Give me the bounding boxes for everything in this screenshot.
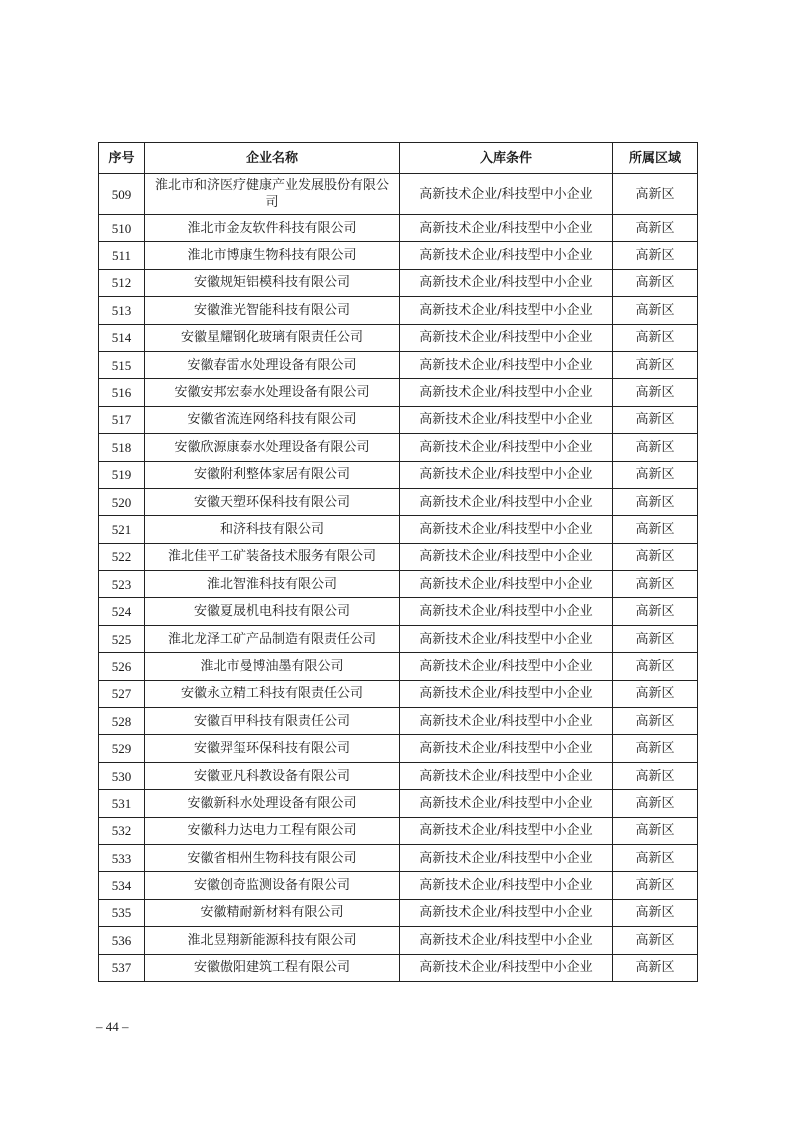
table-row [99,543,698,570]
cell-region: 高新区 [613,269,698,296]
cell-region: 高新区 [613,434,698,461]
cell-region: 高新区 [613,461,698,488]
cell-name: 安徽傲阳建筑工程有限公司 [145,954,400,981]
cell-region: 高新区 [613,543,698,570]
cell-index: 522 [99,543,145,570]
cell-condition: 高新技术企业/科技型中小企业 [400,406,613,433]
cell-region: 高新区 [613,516,698,543]
cell-name: 安徽星耀钢化玻璃有限责任公司 [145,324,400,351]
cell-condition: 高新技术企业/科技型中小企业 [400,899,613,926]
cell-index: 526 [99,653,145,680]
cell-index: 528 [99,708,145,735]
cell-name: 安徽新科水处理设备有限公司 [145,790,400,817]
cell-index: 532 [99,817,145,844]
table-row [99,844,698,871]
cell-region: 高新区 [613,379,698,406]
cell-region: 高新区 [613,708,698,735]
table-row [99,379,698,406]
cell-index: 535 [99,899,145,926]
cell-region: 高新区 [613,735,698,762]
cell-name: 安徽夏晟机电科技有限公司 [145,598,400,625]
cell-index: 520 [99,488,145,515]
cell-condition: 高新技术企业/科技型中小企业 [400,297,613,324]
cell-condition: 高新技术企业/科技型中小企业 [400,351,613,378]
table-row [99,899,698,926]
cell-condition: 高新技术企业/科技型中小企业 [400,488,613,515]
cell-name: 安徽创奇监测设备有限公司 [145,872,400,899]
cell-condition: 高新技术企业/科技型中小企业 [400,543,613,570]
table-row [99,434,698,461]
cell-name: 淮北龙泽工矿产品制造有限责任公司 [145,625,400,652]
table-row [99,406,698,433]
cell-name: 和济科技有限公司 [145,516,400,543]
cell-region: 高新区 [613,351,698,378]
cell-region: 高新区 [613,653,698,680]
table-row [99,571,698,598]
table-row [99,927,698,954]
cell-region: 高新区 [613,872,698,899]
cell-index: 517 [99,406,145,433]
enterprise-table [98,142,698,982]
cell-name: 安徽安邦宏泰水处理设备有限公司 [145,379,400,406]
cell-condition: 高新技术企业/科技型中小企业 [400,516,613,543]
cell-region: 高新区 [613,488,698,515]
cell-condition: 高新技术企业/科技型中小企业 [400,817,613,844]
cell-index: 516 [99,379,145,406]
cell-index: 510 [99,215,145,242]
cell-region: 高新区 [613,297,698,324]
table-row [99,598,698,625]
cell-index: 529 [99,735,145,762]
header-name: 企业名称 [145,143,400,174]
cell-index: 525 [99,625,145,652]
cell-name: 淮北市博康生物科技有限公司 [145,242,400,269]
cell-name: 安徽附利整体家居有限公司 [145,461,400,488]
table-row [99,324,698,351]
table-row [99,708,698,735]
table-row [99,242,698,269]
cell-region: 高新区 [613,790,698,817]
cell-condition: 高新技术企业/科技型中小企业 [400,762,613,789]
table-row [99,516,698,543]
header-row [99,143,698,174]
header-region: 所属区域 [613,143,698,174]
cell-index: 509 [99,174,145,215]
cell-condition: 高新技术企业/科技型中小企业 [400,790,613,817]
table-row [99,762,698,789]
cell-index: 524 [99,598,145,625]
cell-region: 高新区 [613,625,698,652]
cell-condition: 高新技术企业/科技型中小企业 [400,735,613,762]
cell-condition: 高新技术企业/科技型中小企业 [400,680,613,707]
table-row [99,351,698,378]
header-index: 序号 [99,143,145,174]
cell-index: 511 [99,242,145,269]
cell-index: 515 [99,351,145,378]
table-row [99,680,698,707]
cell-condition: 高新技术企业/科技型中小企业 [400,461,613,488]
cell-name: 安徽省相州生物科技有限公司 [145,844,400,871]
cell-region: 高新区 [613,324,698,351]
table-row [99,790,698,817]
cell-region: 高新区 [613,406,698,433]
cell-name: 安徽淮光智能科技有限公司 [145,297,400,324]
table-row [99,817,698,844]
cell-name: 安徽规矩铝模科技有限公司 [145,269,400,296]
cell-name: 淮北昱翔新能源科技有限公司 [145,927,400,954]
cell-index: 534 [99,872,145,899]
table-row [99,653,698,680]
cell-condition: 高新技术企业/科技型中小企业 [400,598,613,625]
cell-name: 淮北市金友软件科技有限公司 [145,215,400,242]
cell-condition: 高新技术企业/科技型中小企业 [400,625,613,652]
cell-region: 高新区 [613,215,698,242]
cell-name: 安徽精耐新材料有限公司 [145,899,400,926]
cell-name: 安徽永立精工科技有限责任公司 [145,680,400,707]
cell-index: 514 [99,324,145,351]
table-row [99,215,698,242]
cell-region: 高新区 [613,762,698,789]
cell-region: 高新区 [613,174,698,215]
cell-condition: 高新技术企业/科技型中小企业 [400,844,613,871]
cell-name: 安徽科力达电力工程有限公司 [145,817,400,844]
cell-name: 安徽春雷水处理设备有限公司 [145,351,400,378]
page-number: – 44 – [96,1019,129,1034]
cell-region: 高新区 [613,844,698,871]
cell-region: 高新区 [613,954,698,981]
cell-region: 高新区 [613,899,698,926]
table-header [99,143,698,174]
cell-index: 536 [99,927,145,954]
cell-condition: 高新技术企业/科技型中小企业 [400,927,613,954]
cell-region: 高新区 [613,242,698,269]
cell-index: 519 [99,461,145,488]
cell-index: 531 [99,790,145,817]
cell-index: 530 [99,762,145,789]
cell-region: 高新区 [613,817,698,844]
header-condition: 入库条件 [400,143,613,174]
table-row [99,269,698,296]
cell-region: 高新区 [613,680,698,707]
cell-region: 高新区 [613,571,698,598]
cell-name: 淮北智淮科技有限公司 [145,571,400,598]
table-row [99,625,698,652]
cell-condition: 高新技术企业/科技型中小企业 [400,954,613,981]
cell-index: 512 [99,269,145,296]
cell-index: 523 [99,571,145,598]
table-row [99,488,698,515]
cell-region: 高新区 [613,598,698,625]
cell-condition: 高新技术企业/科技型中小企业 [400,242,613,269]
cell-condition: 高新技术企业/科技型中小企业 [400,174,613,215]
cell-region: 高新区 [613,927,698,954]
table-row [99,872,698,899]
cell-condition: 高新技术企业/科技型中小企业 [400,571,613,598]
table-row [99,297,698,324]
cell-name: 安徽省流连网络科技有限公司 [145,406,400,433]
table-row [99,735,698,762]
table-row [99,461,698,488]
cell-name: 安徽亚凡科教设备有限公司 [145,762,400,789]
cell-name: 安徽天塑环保科技有限公司 [145,488,400,515]
cell-condition: 高新技术企业/科技型中小企业 [400,379,613,406]
cell-name: 安徽欣源康泰水处理设备有限公司 [145,434,400,461]
cell-name: 淮北市和济医疗健康产业发展股份有限公司 [145,174,400,215]
cell-index: 521 [99,516,145,543]
cell-name: 淮北市曼博油墨有限公司 [145,653,400,680]
table-row [99,174,698,215]
table-body [99,174,698,982]
cell-index: 537 [99,954,145,981]
cell-index: 533 [99,844,145,871]
table-row [99,954,698,981]
cell-index: 518 [99,434,145,461]
cell-index: 513 [99,297,145,324]
cell-condition: 高新技术企业/科技型中小企业 [400,872,613,899]
cell-condition: 高新技术企业/科技型中小企业 [400,324,613,351]
cell-name: 安徽百甲科技有限责任公司 [145,708,400,735]
cell-condition: 高新技术企业/科技型中小企业 [400,269,613,296]
cell-condition: 高新技术企业/科技型中小企业 [400,708,613,735]
cell-condition: 高新技术企业/科技型中小企业 [400,653,613,680]
cell-name: 淮北佳平工矿装备技术服务有限公司 [145,543,400,570]
cell-name: 安徽羿玺环保科技有限公司 [145,735,400,762]
cell-condition: 高新技术企业/科技型中小企业 [400,434,613,461]
cell-index: 527 [99,680,145,707]
cell-condition: 高新技术企业/科技型中小企业 [400,215,613,242]
